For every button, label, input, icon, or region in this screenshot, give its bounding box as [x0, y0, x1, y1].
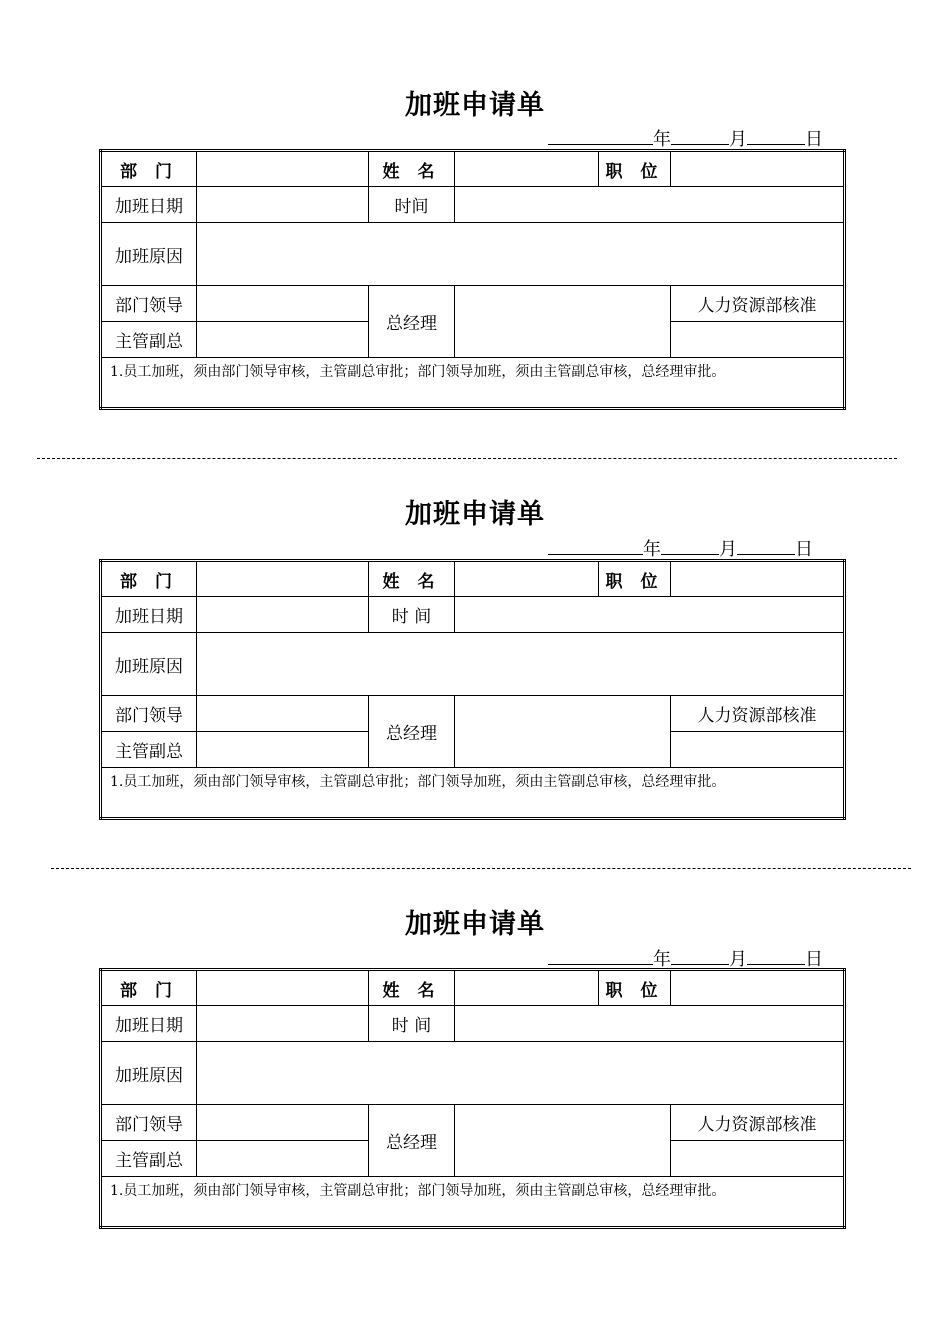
- year-label: 年: [653, 949, 671, 970]
- time-label: 时间: [369, 187, 455, 223]
- year-label: 年: [643, 539, 661, 560]
- name-field[interactable]: [455, 151, 599, 187]
- department-label: 部 门: [101, 151, 197, 187]
- day-label: 日: [805, 129, 823, 150]
- dept-leader-signature[interactable]: [197, 286, 369, 322]
- position-label: 职 位: [599, 561, 671, 597]
- reason-label: 加班原因: [101, 633, 197, 696]
- dept-leader-label: 部门领导: [101, 286, 197, 322]
- time-field[interactable]: [455, 597, 845, 633]
- overtime-date-label: 加班日期: [101, 597, 197, 633]
- vp-signature[interactable]: [197, 732, 369, 768]
- hr-approval-label: 人力资源部核准: [671, 696, 845, 732]
- day-blank[interactable]: [737, 536, 795, 555]
- month-blank[interactable]: [661, 536, 719, 555]
- day-label: 日: [795, 539, 813, 560]
- time-field[interactable]: [455, 187, 845, 223]
- position-label: 职 位: [599, 970, 671, 1006]
- name-label: 姓 名: [369, 970, 455, 1006]
- dept-leader-signature[interactable]: [197, 1105, 369, 1141]
- overtime-form-table: [99, 559, 846, 820]
- date-line: [548, 535, 813, 561]
- time-label: 时 间: [369, 597, 455, 633]
- reason-field[interactable]: [197, 633, 845, 696]
- gm-signature[interactable]: [455, 286, 671, 358]
- gm-signature[interactable]: [455, 696, 671, 768]
- year-label: 年: [653, 129, 671, 150]
- month-blank[interactable]: [671, 126, 729, 145]
- vp-label: 主管副总: [101, 1141, 197, 1177]
- overtime-date-label: 加班日期: [101, 187, 197, 223]
- reason-field[interactable]: [197, 223, 845, 286]
- vp-label: 主管副总: [101, 322, 197, 358]
- name-label: 姓 名: [369, 561, 455, 597]
- month-label: 月: [729, 129, 747, 150]
- reason-field[interactable]: [197, 1042, 845, 1105]
- position-label: 职 位: [599, 151, 671, 187]
- gm-label: 总经理: [369, 696, 455, 768]
- gm-label: 总经理: [369, 286, 455, 358]
- cut-line: [51, 868, 911, 869]
- vp-label: 主管副总: [101, 732, 197, 768]
- department-label: 部 门: [101, 561, 197, 597]
- department-label: 部 门: [101, 970, 197, 1006]
- form-title: 加班申请单: [405, 90, 545, 121]
- department-field[interactable]: [197, 970, 369, 1006]
- reason-label: 加班原因: [101, 1042, 197, 1105]
- approval-note: 1.员工加班，须由部门领导审核，主管副总审批；部门领导加班，须由主管副总审核，总经理审批。: [101, 768, 845, 819]
- day-label: 日: [805, 949, 823, 970]
- hr-approval-label: 人力资源部核准: [671, 286, 845, 322]
- form-title: 加班申请单: [405, 909, 545, 940]
- overtime-date-field[interactable]: [197, 1006, 369, 1042]
- hr-approval-signature[interactable]: [671, 732, 845, 768]
- vp-signature[interactable]: [197, 1141, 369, 1177]
- time-field[interactable]: [455, 1006, 845, 1042]
- month-label: 月: [729, 949, 747, 970]
- gm-signature[interactable]: [455, 1105, 671, 1177]
- position-field[interactable]: [671, 561, 845, 597]
- hr-approval-signature[interactable]: [671, 1141, 845, 1177]
- overtime-date-field[interactable]: [197, 597, 369, 633]
- overtime-form-table: [99, 149, 846, 410]
- form-title: 加班申请单: [405, 499, 545, 530]
- date-line: [548, 125, 823, 151]
- department-field[interactable]: [197, 151, 369, 187]
- approval-note: 1.员工加班，须由部门领导审核，主管副总审批；部门领导加班，须由主管副总审核，总经理审批。: [101, 358, 845, 409]
- vp-signature[interactable]: [197, 322, 369, 358]
- year-blank[interactable]: [548, 126, 653, 145]
- year-blank[interactable]: [548, 946, 653, 965]
- year-blank[interactable]: [548, 536, 643, 555]
- name-label: 姓 名: [369, 151, 455, 187]
- time-label: 时 间: [369, 1006, 455, 1042]
- day-blank[interactable]: [747, 946, 805, 965]
- cut-line: [37, 458, 897, 459]
- day-blank[interactable]: [747, 126, 805, 145]
- dept-leader-label: 部门领导: [101, 1105, 197, 1141]
- overtime-date-label: 加班日期: [101, 1006, 197, 1042]
- hr-approval-label: 人力资源部核准: [671, 1105, 845, 1141]
- dept-leader-signature[interactable]: [197, 696, 369, 732]
- reason-label: 加班原因: [101, 223, 197, 286]
- name-field[interactable]: [455, 561, 599, 597]
- gm-label: 总经理: [369, 1105, 455, 1177]
- name-field[interactable]: [455, 970, 599, 1006]
- overtime-form-table: [99, 968, 846, 1229]
- month-blank[interactable]: [671, 946, 729, 965]
- approval-note: 1.员工加班，须由部门领导审核，主管副总审批；部门领导加班，须由主管副总审核，总经理审批。: [101, 1177, 845, 1228]
- position-field[interactable]: [671, 970, 845, 1006]
- month-label: 月: [719, 539, 737, 560]
- overtime-date-field[interactable]: [197, 187, 369, 223]
- hr-approval-signature[interactable]: [671, 322, 845, 358]
- department-field[interactable]: [197, 561, 369, 597]
- position-field[interactable]: [671, 151, 845, 187]
- dept-leader-label: 部门领导: [101, 696, 197, 732]
